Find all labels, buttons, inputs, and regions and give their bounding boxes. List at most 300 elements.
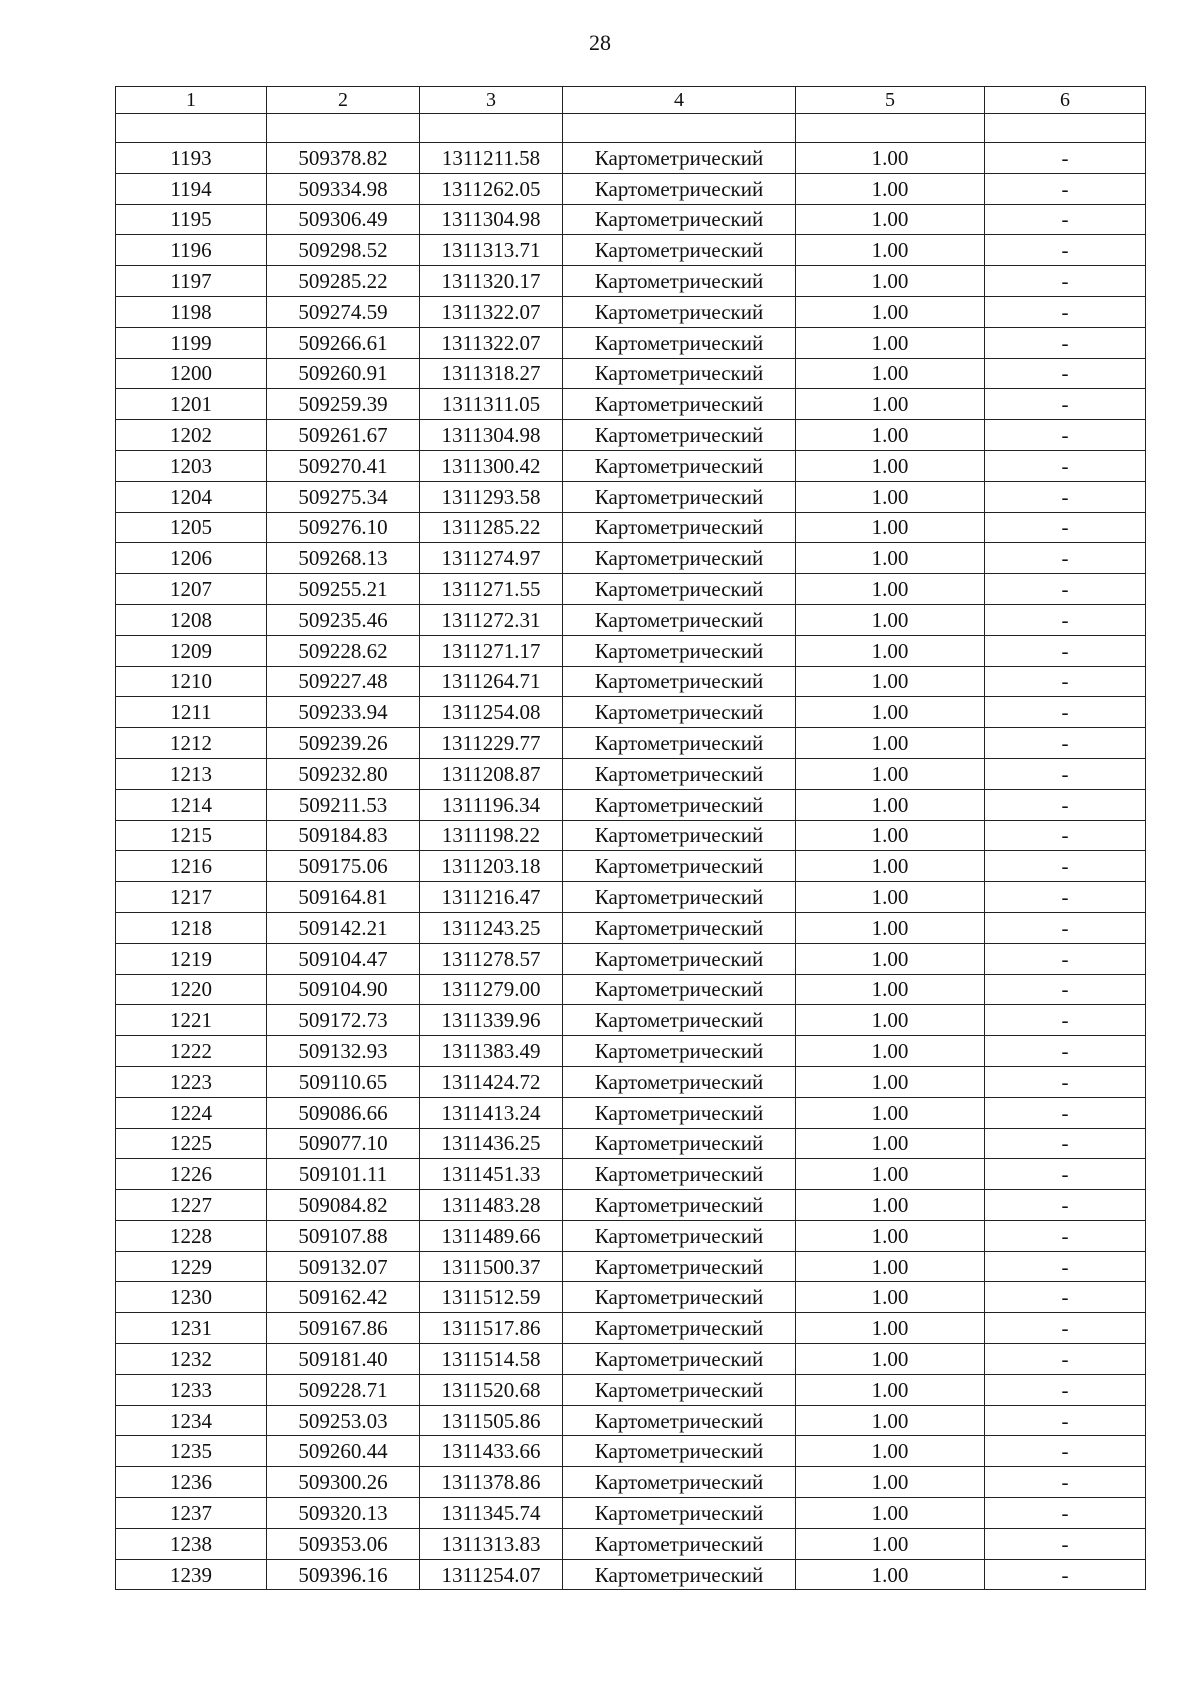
table-cell: 509227.48	[267, 666, 420, 697]
column-header: 6	[985, 87, 1146, 114]
table-row	[116, 1251, 1146, 1282]
table-cell: -	[985, 450, 1146, 481]
table-cell: 1311274.97	[420, 543, 563, 574]
table-cell	[796, 114, 985, 143]
table-cell: Картометрический	[563, 1528, 796, 1559]
table-cell: 1199	[116, 327, 267, 358]
table-cell: 1311383.49	[420, 1036, 563, 1067]
table-cell: 1311293.58	[420, 481, 563, 512]
table-cell: -	[985, 1405, 1146, 1436]
table-cell: 1211	[116, 697, 267, 728]
table-cell: 509320.13	[267, 1498, 420, 1529]
table-row	[116, 1559, 1146, 1590]
table-cell: 1311413.24	[420, 1097, 563, 1128]
table-cell: 1231	[116, 1313, 267, 1344]
table-cell: 1216	[116, 851, 267, 882]
table-cell: -	[985, 635, 1146, 666]
header-row	[116, 87, 1146, 114]
table-cell: 1311198.22	[420, 820, 563, 851]
table-cell: 509268.13	[267, 543, 420, 574]
table-cell: 1.00	[796, 1374, 985, 1405]
table-cell: Картометрический	[563, 1559, 796, 1590]
table-cell: 1311433.66	[420, 1436, 563, 1467]
table-cell: Картометрический	[563, 1159, 796, 1190]
table-cell: -	[985, 697, 1146, 728]
table-row	[116, 1436, 1146, 1467]
table-cell: 1.00	[796, 296, 985, 327]
table-cell: 1221	[116, 1005, 267, 1036]
table-cell	[420, 114, 563, 143]
table-cell: -	[985, 1128, 1146, 1159]
table-cell: Картометрический	[563, 758, 796, 789]
table-cell: 509259.39	[267, 389, 420, 420]
table-cell: 1203	[116, 450, 267, 481]
table-row	[116, 1313, 1146, 1344]
table-cell: 1233	[116, 1374, 267, 1405]
table-cell: Картометрический	[563, 728, 796, 759]
table-cell: 1311271.17	[420, 635, 563, 666]
table-cell: 1194	[116, 173, 267, 204]
table-cell: 1311262.05	[420, 173, 563, 204]
table-cell: Картометрический	[563, 1405, 796, 1436]
table-cell: -	[985, 1528, 1146, 1559]
table-cell: -	[985, 1066, 1146, 1097]
table-row	[116, 1005, 1146, 1036]
table-row	[116, 173, 1146, 204]
table-cell: 509274.59	[267, 296, 420, 327]
table-cell: 1.00	[796, 1097, 985, 1128]
table-cell: 1311313.83	[420, 1528, 563, 1559]
table-row	[116, 1097, 1146, 1128]
table-cell: -	[985, 358, 1146, 389]
table-cell: 509353.06	[267, 1528, 420, 1559]
table-cell: 1.00	[796, 1066, 985, 1097]
table-cell: -	[985, 1467, 1146, 1498]
table-cell: 1311254.07	[420, 1559, 563, 1590]
table-cell: Картометрический	[563, 358, 796, 389]
table-cell: 1.00	[796, 604, 985, 635]
table-cell	[563, 114, 796, 143]
table-cell: 1193	[116, 143, 267, 174]
blank-row	[116, 114, 1146, 143]
table-cell: 1.00	[796, 728, 985, 759]
table-cell: Картометрический	[563, 1066, 796, 1097]
table-cell: 1.00	[796, 1005, 985, 1036]
table-row	[116, 574, 1146, 605]
table-cell: -	[985, 173, 1146, 204]
table-cell: Картометрический	[563, 1313, 796, 1344]
table-cell: Картометрический	[563, 173, 796, 204]
table-cell: 1.00	[796, 1528, 985, 1559]
table-cell: -	[985, 235, 1146, 266]
table-cell: 1.00	[796, 851, 985, 882]
table-cell: -	[985, 758, 1146, 789]
table-cell: 1.00	[796, 666, 985, 697]
table-cell: 1.00	[796, 1344, 985, 1375]
table-cell: 1311196.34	[420, 789, 563, 820]
table-cell: Картометрический	[563, 974, 796, 1005]
table-cell: Картометрический	[563, 450, 796, 481]
table-cell: 1311311.05	[420, 389, 563, 420]
table-cell: 1201	[116, 389, 267, 420]
table-cell: Картометрический	[563, 266, 796, 297]
table-cell: 1.00	[796, 450, 985, 481]
table-cell: -	[985, 1251, 1146, 1282]
table-cell: 1197	[116, 266, 267, 297]
table-cell: 1.00	[796, 943, 985, 974]
table-cell: 1.00	[796, 266, 985, 297]
table-cell: Картометрический	[563, 1097, 796, 1128]
table-cell: -	[985, 481, 1146, 512]
table-row	[116, 1282, 1146, 1313]
table-cell: 1204	[116, 481, 267, 512]
table-cell: 1220	[116, 974, 267, 1005]
table-cell: 1311313.71	[420, 235, 563, 266]
table-cell: 1196	[116, 235, 267, 266]
table-cell: 509228.62	[267, 635, 420, 666]
table-cell: 1311216.47	[420, 882, 563, 913]
table-cell: 1311243.25	[420, 912, 563, 943]
table-cell: -	[985, 1005, 1146, 1036]
table-cell: 1311208.87	[420, 758, 563, 789]
table-cell: 1311322.07	[420, 327, 563, 358]
table-cell: 1.00	[796, 512, 985, 543]
table-cell: 1.00	[796, 235, 985, 266]
table-cell: 509275.34	[267, 481, 420, 512]
table-cell: -	[985, 1344, 1146, 1375]
table-cell: 1311339.96	[420, 1005, 563, 1036]
table-row	[116, 820, 1146, 851]
table-cell: 509228.71	[267, 1374, 420, 1405]
table-cell: -	[985, 1559, 1146, 1590]
table-cell: 1.00	[796, 481, 985, 512]
table-cell: 1311514.58	[420, 1344, 563, 1375]
table-cell: -	[985, 666, 1146, 697]
column-header: 4	[563, 87, 796, 114]
table-cell: -	[985, 728, 1146, 759]
table-cell: 1311300.42	[420, 450, 563, 481]
table-cell: 1311505.86	[420, 1405, 563, 1436]
table-cell: -	[985, 204, 1146, 235]
table-cell: -	[985, 266, 1146, 297]
table-cell: 1311271.55	[420, 574, 563, 605]
table-cell: 509233.94	[267, 697, 420, 728]
table-row	[116, 1128, 1146, 1159]
table-cell: 1208	[116, 604, 267, 635]
table-row	[116, 697, 1146, 728]
column-header: 2	[267, 87, 420, 114]
table-row	[116, 1498, 1146, 1529]
table-cell: Картометрический	[563, 235, 796, 266]
table-cell: 509132.07	[267, 1251, 420, 1282]
table-cell: Картометрический	[563, 1220, 796, 1251]
table-cell: 1238	[116, 1528, 267, 1559]
table-cell: 1.00	[796, 574, 985, 605]
table-cell: 509172.73	[267, 1005, 420, 1036]
table-cell: -	[985, 1190, 1146, 1221]
table-cell: 1311320.17	[420, 266, 563, 297]
table-cell: 1207	[116, 574, 267, 605]
table-cell: Картометрический	[563, 882, 796, 913]
table-row	[116, 204, 1146, 235]
table-row	[116, 296, 1146, 327]
table-cell: -	[985, 912, 1146, 943]
table-cell: Картометрический	[563, 604, 796, 635]
table-cell: 1195	[116, 204, 267, 235]
table-cell: 1232	[116, 1344, 267, 1375]
table-cell: 1.00	[796, 389, 985, 420]
table-row	[116, 1344, 1146, 1375]
table-cell: Картометрический	[563, 296, 796, 327]
table-cell: 1215	[116, 820, 267, 851]
table-row	[116, 266, 1146, 297]
table-cell: 509285.22	[267, 266, 420, 297]
table-cell: 509396.16	[267, 1559, 420, 1590]
table-cell: 509181.40	[267, 1344, 420, 1375]
table-cell: Картометрический	[563, 666, 796, 697]
table-cell	[985, 114, 1146, 143]
table-cell: 1.00	[796, 543, 985, 574]
table-cell: 509261.67	[267, 420, 420, 451]
table-cell: 509235.46	[267, 604, 420, 635]
table-cell: 509378.82	[267, 143, 420, 174]
table-cell: 1.00	[796, 1190, 985, 1221]
table-cell: 509077.10	[267, 1128, 420, 1159]
table-cell: 1.00	[796, 327, 985, 358]
table-row	[116, 1159, 1146, 1190]
table-cell: 1228	[116, 1220, 267, 1251]
table-cell: 1311483.28	[420, 1190, 563, 1221]
table-cell: 1311285.22	[420, 512, 563, 543]
table-cell: 1209	[116, 635, 267, 666]
table-cell: 509164.81	[267, 882, 420, 913]
table-cell: 509253.03	[267, 1405, 420, 1436]
table-cell: -	[985, 1282, 1146, 1313]
table-cell: 1.00	[796, 1498, 985, 1529]
table-cell: 1.00	[796, 1159, 985, 1190]
table-cell: 1.00	[796, 758, 985, 789]
table-cell: 1311489.66	[420, 1220, 563, 1251]
table-cell: 509175.06	[267, 851, 420, 882]
table-cell: 509260.44	[267, 1436, 420, 1467]
table-cell: 509255.21	[267, 574, 420, 605]
table-cell: 509142.21	[267, 912, 420, 943]
table-cell: 1311451.33	[420, 1159, 563, 1190]
table-cell: -	[985, 851, 1146, 882]
table-cell: 1.00	[796, 1128, 985, 1159]
table-cell: 1234	[116, 1405, 267, 1436]
page-number: 28	[589, 30, 611, 55]
table-cell: 1224	[116, 1097, 267, 1128]
table-row	[116, 758, 1146, 789]
table-cell: -	[985, 327, 1146, 358]
table-cell: 1.00	[796, 143, 985, 174]
table-cell: 509239.26	[267, 728, 420, 759]
table-cell: 509276.10	[267, 512, 420, 543]
table-row	[116, 789, 1146, 820]
table-row	[116, 1190, 1146, 1221]
table-row	[116, 358, 1146, 389]
table-row	[116, 481, 1146, 512]
table-cell: 509232.80	[267, 758, 420, 789]
table-cell: Картометрический	[563, 635, 796, 666]
table-cell: 1212	[116, 728, 267, 759]
table-cell: 509211.53	[267, 789, 420, 820]
table-cell: 1230	[116, 1282, 267, 1313]
table-cell: 1.00	[796, 820, 985, 851]
table-cell: Картометрический	[563, 327, 796, 358]
table-row	[116, 450, 1146, 481]
table-cell: 1236	[116, 1467, 267, 1498]
table-row	[116, 327, 1146, 358]
table-cell: Картометрический	[563, 1344, 796, 1375]
table-cell: -	[985, 974, 1146, 1005]
table-row	[116, 1467, 1146, 1498]
table-cell: Картометрический	[563, 1251, 796, 1282]
table-cell: 509266.61	[267, 327, 420, 358]
table-cell: 1225	[116, 1128, 267, 1159]
table-cell: -	[985, 820, 1146, 851]
table-cell: -	[985, 882, 1146, 913]
table-cell: 509086.66	[267, 1097, 420, 1128]
table-row	[116, 1036, 1146, 1067]
table-cell: -	[985, 943, 1146, 974]
table-cell: 1311211.58	[420, 143, 563, 174]
table-cell: -	[985, 389, 1146, 420]
table-cell: 509132.93	[267, 1036, 420, 1067]
table-row	[116, 389, 1146, 420]
table-cell: 1311272.31	[420, 604, 563, 635]
table-row	[116, 1066, 1146, 1097]
table-row	[116, 1405, 1146, 1436]
table-cell: 1311304.98	[420, 204, 563, 235]
table-cell: 509162.42	[267, 1282, 420, 1313]
table-cell: 1237	[116, 1498, 267, 1529]
table-cell: 1311512.59	[420, 1282, 563, 1313]
table-cell: 1311264.71	[420, 666, 563, 697]
table-cell: 509300.26	[267, 1467, 420, 1498]
table-cell: Картометрический	[563, 1282, 796, 1313]
table-cell: Картометрический	[563, 789, 796, 820]
table-cell: 1227	[116, 1190, 267, 1221]
table-cell: -	[985, 1374, 1146, 1405]
table-cell: -	[985, 512, 1146, 543]
table-row	[116, 728, 1146, 759]
table-row	[116, 420, 1146, 451]
table-cell: 509084.82	[267, 1190, 420, 1221]
table-row	[116, 943, 1146, 974]
table-cell: 1311304.98	[420, 420, 563, 451]
table-cell: 1222	[116, 1036, 267, 1067]
table-cell: 1311436.25	[420, 1128, 563, 1159]
table-cell: -	[985, 1159, 1146, 1190]
table-cell: 1311345.74	[420, 1498, 563, 1529]
table-cell: Картометрический	[563, 420, 796, 451]
table-cell: 1.00	[796, 173, 985, 204]
table-row	[116, 882, 1146, 913]
table-cell: -	[985, 1436, 1146, 1467]
table-cell: 1205	[116, 512, 267, 543]
table-cell: 1311278.57	[420, 943, 563, 974]
table-cell: 1.00	[796, 420, 985, 451]
table-row	[116, 1374, 1146, 1405]
table-cell: 1.00	[796, 1220, 985, 1251]
table-cell: 1.00	[796, 789, 985, 820]
table-cell: 1.00	[796, 1559, 985, 1590]
table-cell: Картометрический	[563, 1005, 796, 1036]
table-cell: 1214	[116, 789, 267, 820]
table-row	[116, 512, 1146, 543]
table-cell: Картометрический	[563, 1374, 796, 1405]
table-cell: 1311279.00	[420, 974, 563, 1005]
table-row	[116, 666, 1146, 697]
table-cell: 1.00	[796, 1313, 985, 1344]
table-cell	[267, 114, 420, 143]
table-cell: Картометрический	[563, 912, 796, 943]
table-body	[116, 114, 1146, 1590]
table-cell: -	[985, 574, 1146, 605]
column-header: 5	[796, 87, 985, 114]
table-row	[116, 912, 1146, 943]
table-cell: 509334.98	[267, 173, 420, 204]
table-cell: 1202	[116, 420, 267, 451]
table-cell: 1311322.07	[420, 296, 563, 327]
table-cell: 1223	[116, 1066, 267, 1097]
table-cell: Картометрический	[563, 1498, 796, 1529]
table-cell: 509107.88	[267, 1220, 420, 1251]
table-cell: 509167.86	[267, 1313, 420, 1344]
table-cell: Картометрический	[563, 1436, 796, 1467]
table-cell: 1311500.37	[420, 1251, 563, 1282]
table-cell: Картометрический	[563, 481, 796, 512]
table-row	[116, 851, 1146, 882]
table-cell: 509101.11	[267, 1159, 420, 1190]
table-cell: 509184.83	[267, 820, 420, 851]
table-cell: Картометрический	[563, 389, 796, 420]
table-cell: 1.00	[796, 204, 985, 235]
table-cell: 1.00	[796, 635, 985, 666]
table-row	[116, 143, 1146, 174]
table-row	[116, 1220, 1146, 1251]
table-cell: Картометрический	[563, 1467, 796, 1498]
table-cell: 1.00	[796, 1036, 985, 1067]
table-cell: -	[985, 296, 1146, 327]
table-cell: Картометрический	[563, 820, 796, 851]
table-cell: 1210	[116, 666, 267, 697]
table-cell: 509298.52	[267, 235, 420, 266]
table-row	[116, 1528, 1146, 1559]
table-cell: 509270.41	[267, 450, 420, 481]
table-cell: 1.00	[796, 1436, 985, 1467]
table-cell: 1311424.72	[420, 1066, 563, 1097]
table-cell: 1.00	[796, 1251, 985, 1282]
table-cell: Картометрический	[563, 143, 796, 174]
table-cell: 1198	[116, 296, 267, 327]
table-cell: -	[985, 1498, 1146, 1529]
table-cell: 1.00	[796, 974, 985, 1005]
table-cell: Картометрический	[563, 543, 796, 574]
table-cell: Картометрический	[563, 574, 796, 605]
table-cell: Картометрический	[563, 1036, 796, 1067]
table-cell: 1311378.86	[420, 1467, 563, 1498]
table-row	[116, 604, 1146, 635]
table-cell: 1.00	[796, 1405, 985, 1436]
table-cell: Картометрический	[563, 204, 796, 235]
table-cell: 1311229.77	[420, 728, 563, 759]
table-cell: -	[985, 604, 1146, 635]
table-row	[116, 235, 1146, 266]
table-row	[116, 635, 1146, 666]
